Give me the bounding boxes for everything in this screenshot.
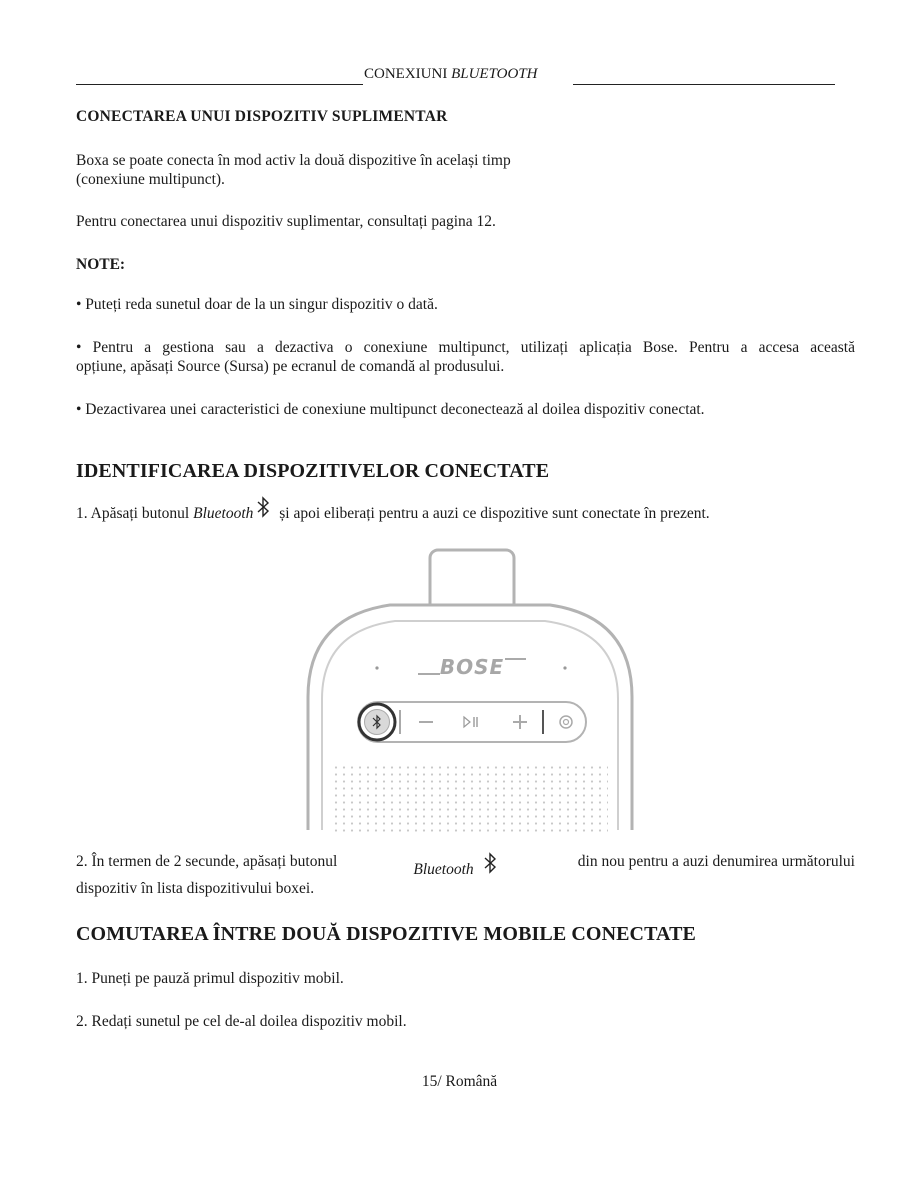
page-header [76, 64, 835, 88]
step-text-bt [413, 852, 501, 879]
step-text: și apoi eliberați pentru a auzi ce dispozitive sunt conectate în prezent. [275, 505, 710, 522]
step-text: din nou pentru a auzi denumirea următorului [577, 853, 855, 870]
page-number: 15/ Română [421, 1073, 498, 1090]
speaker-illustration [300, 547, 640, 832]
header-rule-left [76, 84, 363, 85]
step-text: 1. Apăsați butonul [76, 505, 194, 522]
step-2-identify [76, 852, 855, 898]
step-2-line-1 [76, 852, 855, 879]
step-2-switch: 2. Redați sunetul pe cel de-al doilea dispozitiv mobil. [76, 1013, 407, 1030]
note-item: • Dezactivarea unei caracteristici de conexiune multipunct deconectează al doilea dispozitiv conectat. [76, 401, 705, 418]
header-rule-right [573, 84, 835, 85]
bluetooth-icon [480, 852, 502, 878]
header-title-text: CONEXIUNI [364, 66, 452, 82]
step-1-identify [76, 496, 710, 523]
note-item: • Puteți reda sunetul doar de la un singur dispozitiv o dată. [76, 296, 438, 313]
note-line: opțiune, apăsați Source (Sursa) pe ecranul de comandă al produsului. [76, 358, 505, 375]
header-title [364, 66, 538, 83]
step-2-line-2: dispozitiv în lista dispozitivului boxei. [76, 880, 315, 897]
note-line: • Pentru a gestiona sau a dezactiva o conexiune multipunct, utilizați aplicația Bose. Pentru a accesa această [76, 339, 855, 356]
step-text-italic: Bluetooth [413, 861, 474, 878]
paragraph-line: Boxa se poate conecta în mod activ la două dispozitive în același timp [76, 152, 511, 169]
speaker-grill [332, 765, 608, 832]
paragraph-multipoint [76, 151, 511, 189]
note-item [76, 338, 855, 376]
section-heading-additional-device: CONECTAREA UNUI DISPOZITIV SUPLIMENTAR [76, 108, 448, 125]
paragraph-line: (conexiune multipunct). [76, 171, 225, 188]
step-text-italic: Bluetooth [193, 505, 254, 522]
paragraph-see-page: Pentru conectarea unui dispozitiv suplimentar, consultați pagina 12. [76, 213, 496, 230]
section-heading-identify-devices: IDENTIFICAREA DISPOZITIVELOR CONECTATE [76, 460, 550, 482]
bluetooth-icon [253, 496, 275, 522]
brand-logo: BOSE [439, 655, 505, 679]
notes-label: NOTE: [76, 256, 126, 273]
section-heading-switching: COMUTAREA ÎNTRE DOUĂ DISPOZITIVE MOBILE CONECTATE [76, 923, 696, 945]
header-title-italic: BLUETOOTH [451, 66, 538, 82]
step-1-switch: 1. Puneți pe pauză primul dispozitiv mobil. [76, 970, 344, 987]
step-text: 2. În termen de 2 secunde, apăsați butonul [76, 853, 338, 870]
